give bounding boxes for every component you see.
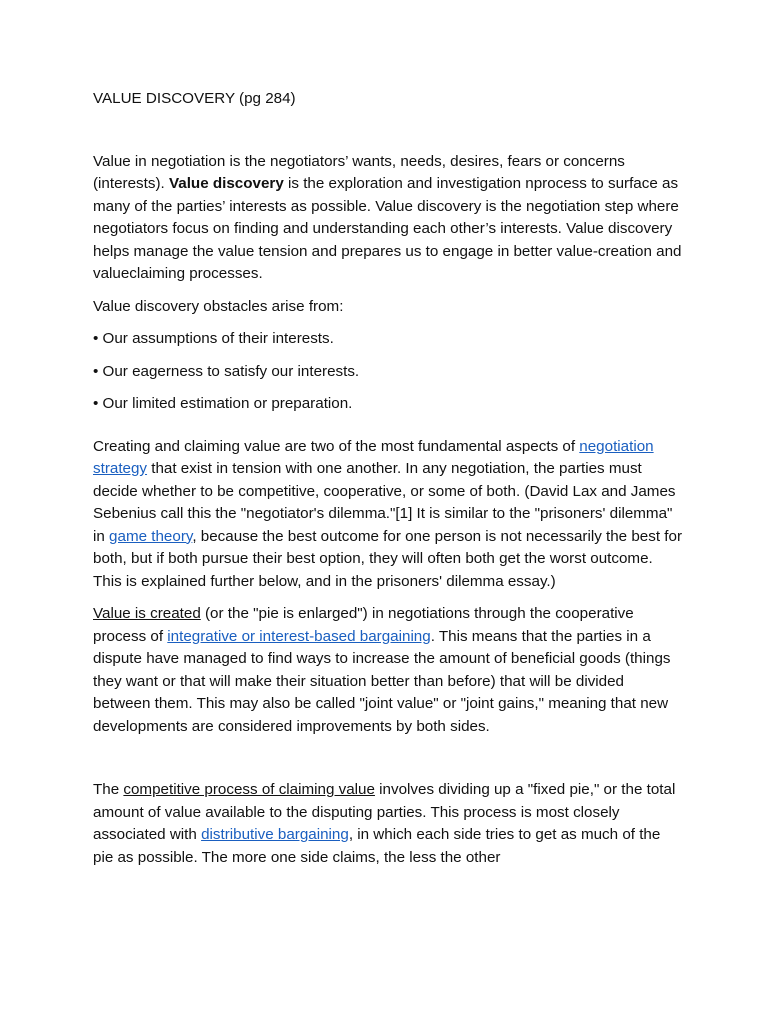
competitive-text-0: The (93, 781, 124, 798)
value-created-paragraph (93, 603, 683, 738)
document-page (93, 88, 683, 869)
competitive-text-2: , in which each side tries to get as much of the pie as possible. The more one side claims, the less the other (93, 826, 661, 866)
intro-text-1: Value in negotiation is the negotiators’ wants, needs, desires, fears or concerns (interests). (93, 152, 625, 192)
creating-text-2: that exist in tension with one another. In any negotiation, the parties must decide whether to be competitive, cooperative, or some of both. (David Lax and James Sebenius call this the "negotiator's dilemma."[1] It is similar to the "prisoners' dilemma" in (93, 460, 676, 545)
value-discovery-term: Value discovery (168, 175, 284, 192)
game-theory-link[interactable]: game theory (109, 527, 193, 545)
intro-text-2: is the exploration and investigation nprocess to surface as many of the parties’ interests as possible. Value discovery is the negotiation step where negotiators focus on finding and understanding each other’s interests. Value discovery helps manage the value tension and prepares us to engage in better value-creation and valueclaiming processes. (93, 175, 682, 282)
value-created-term: Value is created (93, 605, 201, 622)
distributive-bargaining-link[interactable]: distributive bargaining (201, 826, 349, 843)
competitive-text-1: involves dividing up a "fixed pie," or the total amount of value available to the disputing parties. This process is most closely associated with (93, 781, 676, 843)
creating-text-3: , because the best outcome for one person is not necessarily the best for both, but if both pursue their best option, they will often both get the worst outcome. This is explained further below, and in the prisoners' dilemma essay.) (93, 527, 682, 590)
intro-paragraph (93, 151, 683, 286)
creating-text-1: Creating and claiming value are two of the most fundamental aspects of (93, 437, 580, 455)
obstacle-item: • Our assumptions of their interests. (93, 330, 334, 347)
obstacles-lead: Value discovery obstacles arise from: (93, 297, 344, 315)
competitive-paragraph (93, 779, 683, 869)
integrative-bargaining-link[interactable]: integrative or interest-based bargaining (167, 627, 431, 645)
creating-claiming-paragraph (93, 436, 683, 594)
negotiation-strategy-link[interactable]: negotiation strategy (93, 437, 654, 477)
created-text-1: (or the "pie is enlarged") in negotiations through the cooperative process of (93, 605, 634, 645)
obstacle-item: • Our eagerness to satisfy our interests. (93, 362, 360, 380)
obstacle-item: • Our limited estimation or preparation. (93, 395, 353, 412)
created-text-2: . This means that the parties in a dispute have managed to find ways to increase the amount of beneficial goods (things they want or that will make their situation better than before) that will be divided between them. This may also be called "joint value" or "joint gains," meaning that new developments are considered improvements by both sides. (93, 627, 671, 735)
document-heading: VALUE DISCOVERY (pg 284) (93, 90, 296, 107)
claiming-value-term: competitive process of claiming value (123, 781, 375, 798)
